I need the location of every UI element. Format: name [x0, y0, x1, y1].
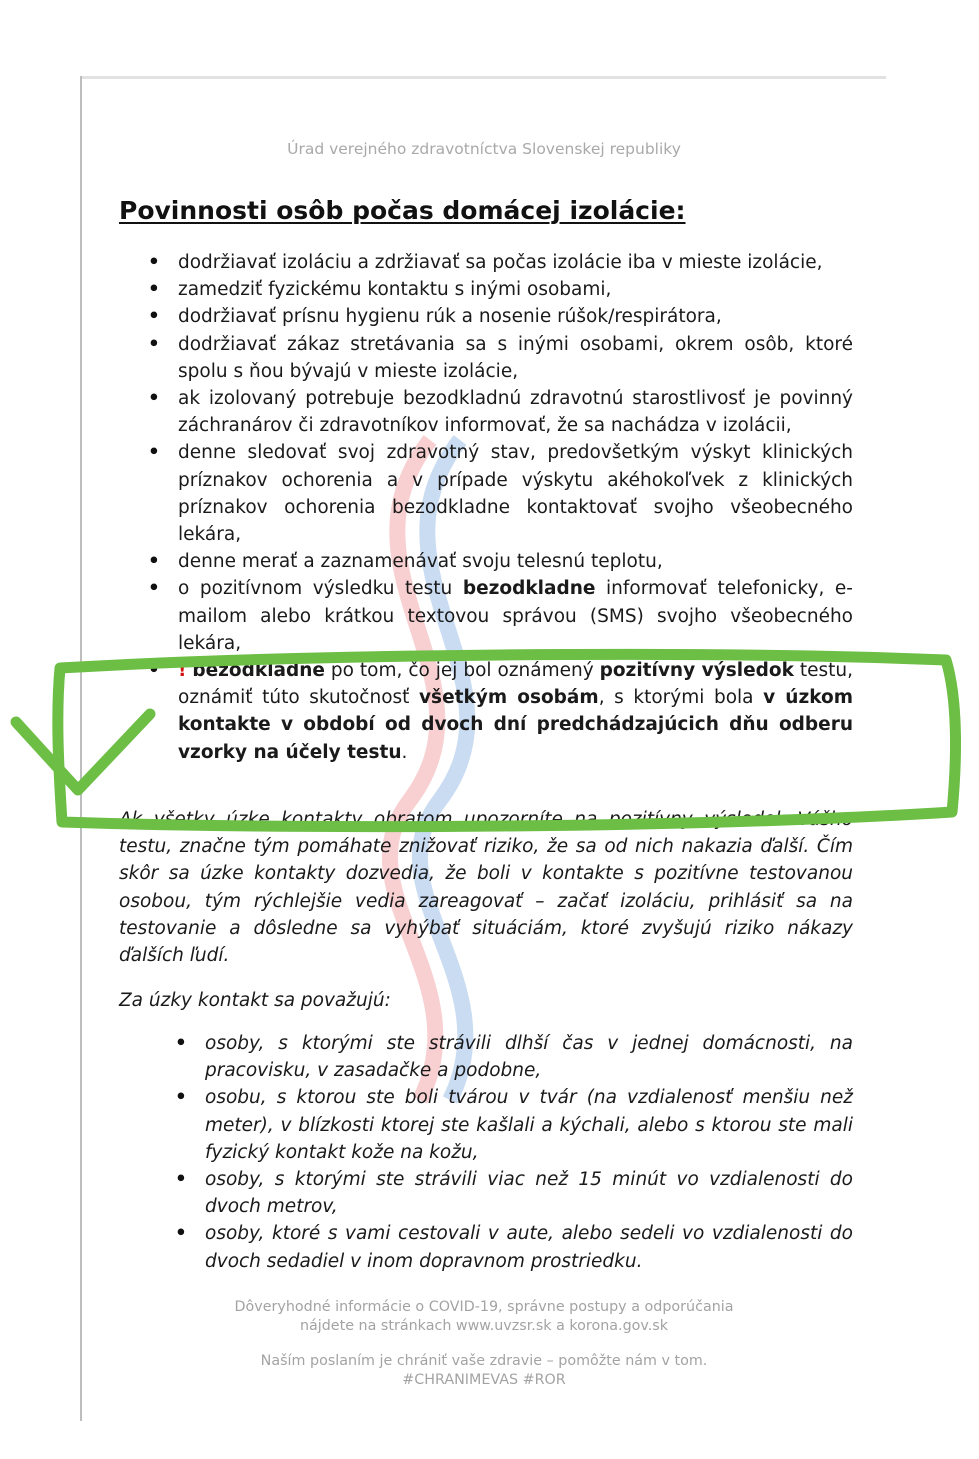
footer-line: Dôveryhodné informácie o COVID-19, správne postupy a odporúčania	[234, 1299, 734, 1315]
footer-line: Naším poslaním je chrániť vaše zdravie – pomôžte nám v tom.	[260, 1353, 708, 1369]
close-contacts-list	[205, 1030, 853, 1275]
duty-item: • ak izolovaný potrebuje bezodkladnú zdravotnú starostlivosť je povinný záchranárov či zdravotníkov informovať, že sa nachádza v izolácii,	[178, 385, 853, 439]
footer-motto	[82, 1352, 886, 1390]
duty-text: po tom, čo jej bol oznámený	[324, 660, 600, 682]
page-top-edge	[80, 76, 886, 79]
footer-line: nájdete na stránkach www.uvzsr.sk a korona.gov.sk	[299, 1318, 669, 1334]
duty-text: .	[401, 741, 408, 763]
close-contact-item: • osoby, s ktorými ste strávili viac než 15 minút vo vzdialenosti do dvoch metrov,	[205, 1166, 853, 1220]
duty-emphasis: bezodkladne	[462, 578, 596, 600]
duty-item: • dodržiavať izoláciu a zdržiavať sa počas izolácie iba v mieste izolácie,	[178, 249, 853, 276]
duty-emphasis: v úzkom kontakte v období od dvoch dní predchádzajúcich dňu odberu vzorky na účely testu	[178, 687, 854, 763]
page-left-edge	[80, 76, 82, 1421]
document-title: Povinnosti osôb počas domácej izolácie:	[119, 196, 686, 225]
duty-item: • denne sledovať svoj zdravotný stav, predovšetkým výskyt klinických príznakov ochorenia a v prípade výskytu akéhokoľvek z klinických príznakov ochorenia bezodkladne kontaktovať svojho všeobecného lekára,	[178, 439, 853, 548]
exclamation-mark: !	[178, 660, 187, 682]
duty-item: • dodržiavať zákaz stretávania sa s inými osobami, okrem osôb, ktoré spolu s ňou bývajú v mieste izolácie,	[178, 331, 853, 385]
duty-text: informovať telefonicky, e-mailom alebo krátkou textovou správou (SMS) svojho všeobecného lekára,	[178, 578, 853, 654]
close-contact-item: • osoby, s ktorými ste strávili dlhší čas v jednej domácnosti, na pracovisku, v zasadačke a podobne,	[205, 1030, 853, 1084]
footer-line: #CHRANIMEVAS #ROR	[402, 1372, 566, 1388]
duty-item	[178, 575, 853, 657]
duty-item-highlighted	[178, 657, 853, 766]
close-contact-item: • osoby, ktoré s vami cestovali v aute, alebo sedeli vo vzdialenosti do dvoch sedadiel v inom dopravnom prostriedku.	[205, 1220, 853, 1274]
duty-item: • denne merať a zaznamenávať svoju telesnú teplotu,	[178, 548, 853, 575]
close-contact-intro: Za úzky kontakt sa považujú:	[119, 990, 391, 1011]
duty-emphasis: pozitívny výsledok	[599, 660, 794, 682]
duty-item: • zamedziť fyzickému kontaktu s inými osobami,	[178, 276, 853, 303]
duty-emphasis: všetkým osobám	[419, 687, 599, 709]
duty-text: testu, oznámiť túto skutočnosť	[178, 660, 853, 709]
issuer-header: Úrad verejného zdravotníctva Slovenskej republiky	[287, 140, 681, 158]
duty-text: o pozitívnom výsledku testu	[178, 578, 463, 600]
footer-info	[82, 1298, 886, 1336]
duty-emphasis: bezodkladne	[192, 660, 325, 682]
duty-text: , s ktorými bola	[598, 687, 764, 709]
close-contact-item: • osobu, s ktorou ste boli tvárou v tvár (na vzdialenosť menšiu než meter), v blízkosti ktorej ste kašlali a kýchali, alebo s ktorou ste mali fyzický kontakt kože na kožu,	[205, 1084, 853, 1166]
contact-notice-paragraph: Ak všetky úzke kontakty obratom upozorníte na pozitívny výsledok Vášho testu, značne tým pomáhate znižovať riziko, že sa od nich nakazia ďalší. Čím skôr sa úzke kontakty dozvedia, že boli v kontakte s pozitívne testovanou osobou, tým rýchlejšie vedia zareagovať – začať izoláciu, prihlásiť sa na testovanie a dôsledne sa vyhýbať situáciám, ktoré zvyšujú riziko nákazy ďalších ľudí.	[119, 809, 853, 967]
check-arrow-icon	[16, 714, 150, 790]
duties-list	[178, 249, 853, 766]
duty-item: • dodržiavať prísnu hygienu rúk a nosenie rúšok/respirátora,	[178, 303, 853, 330]
